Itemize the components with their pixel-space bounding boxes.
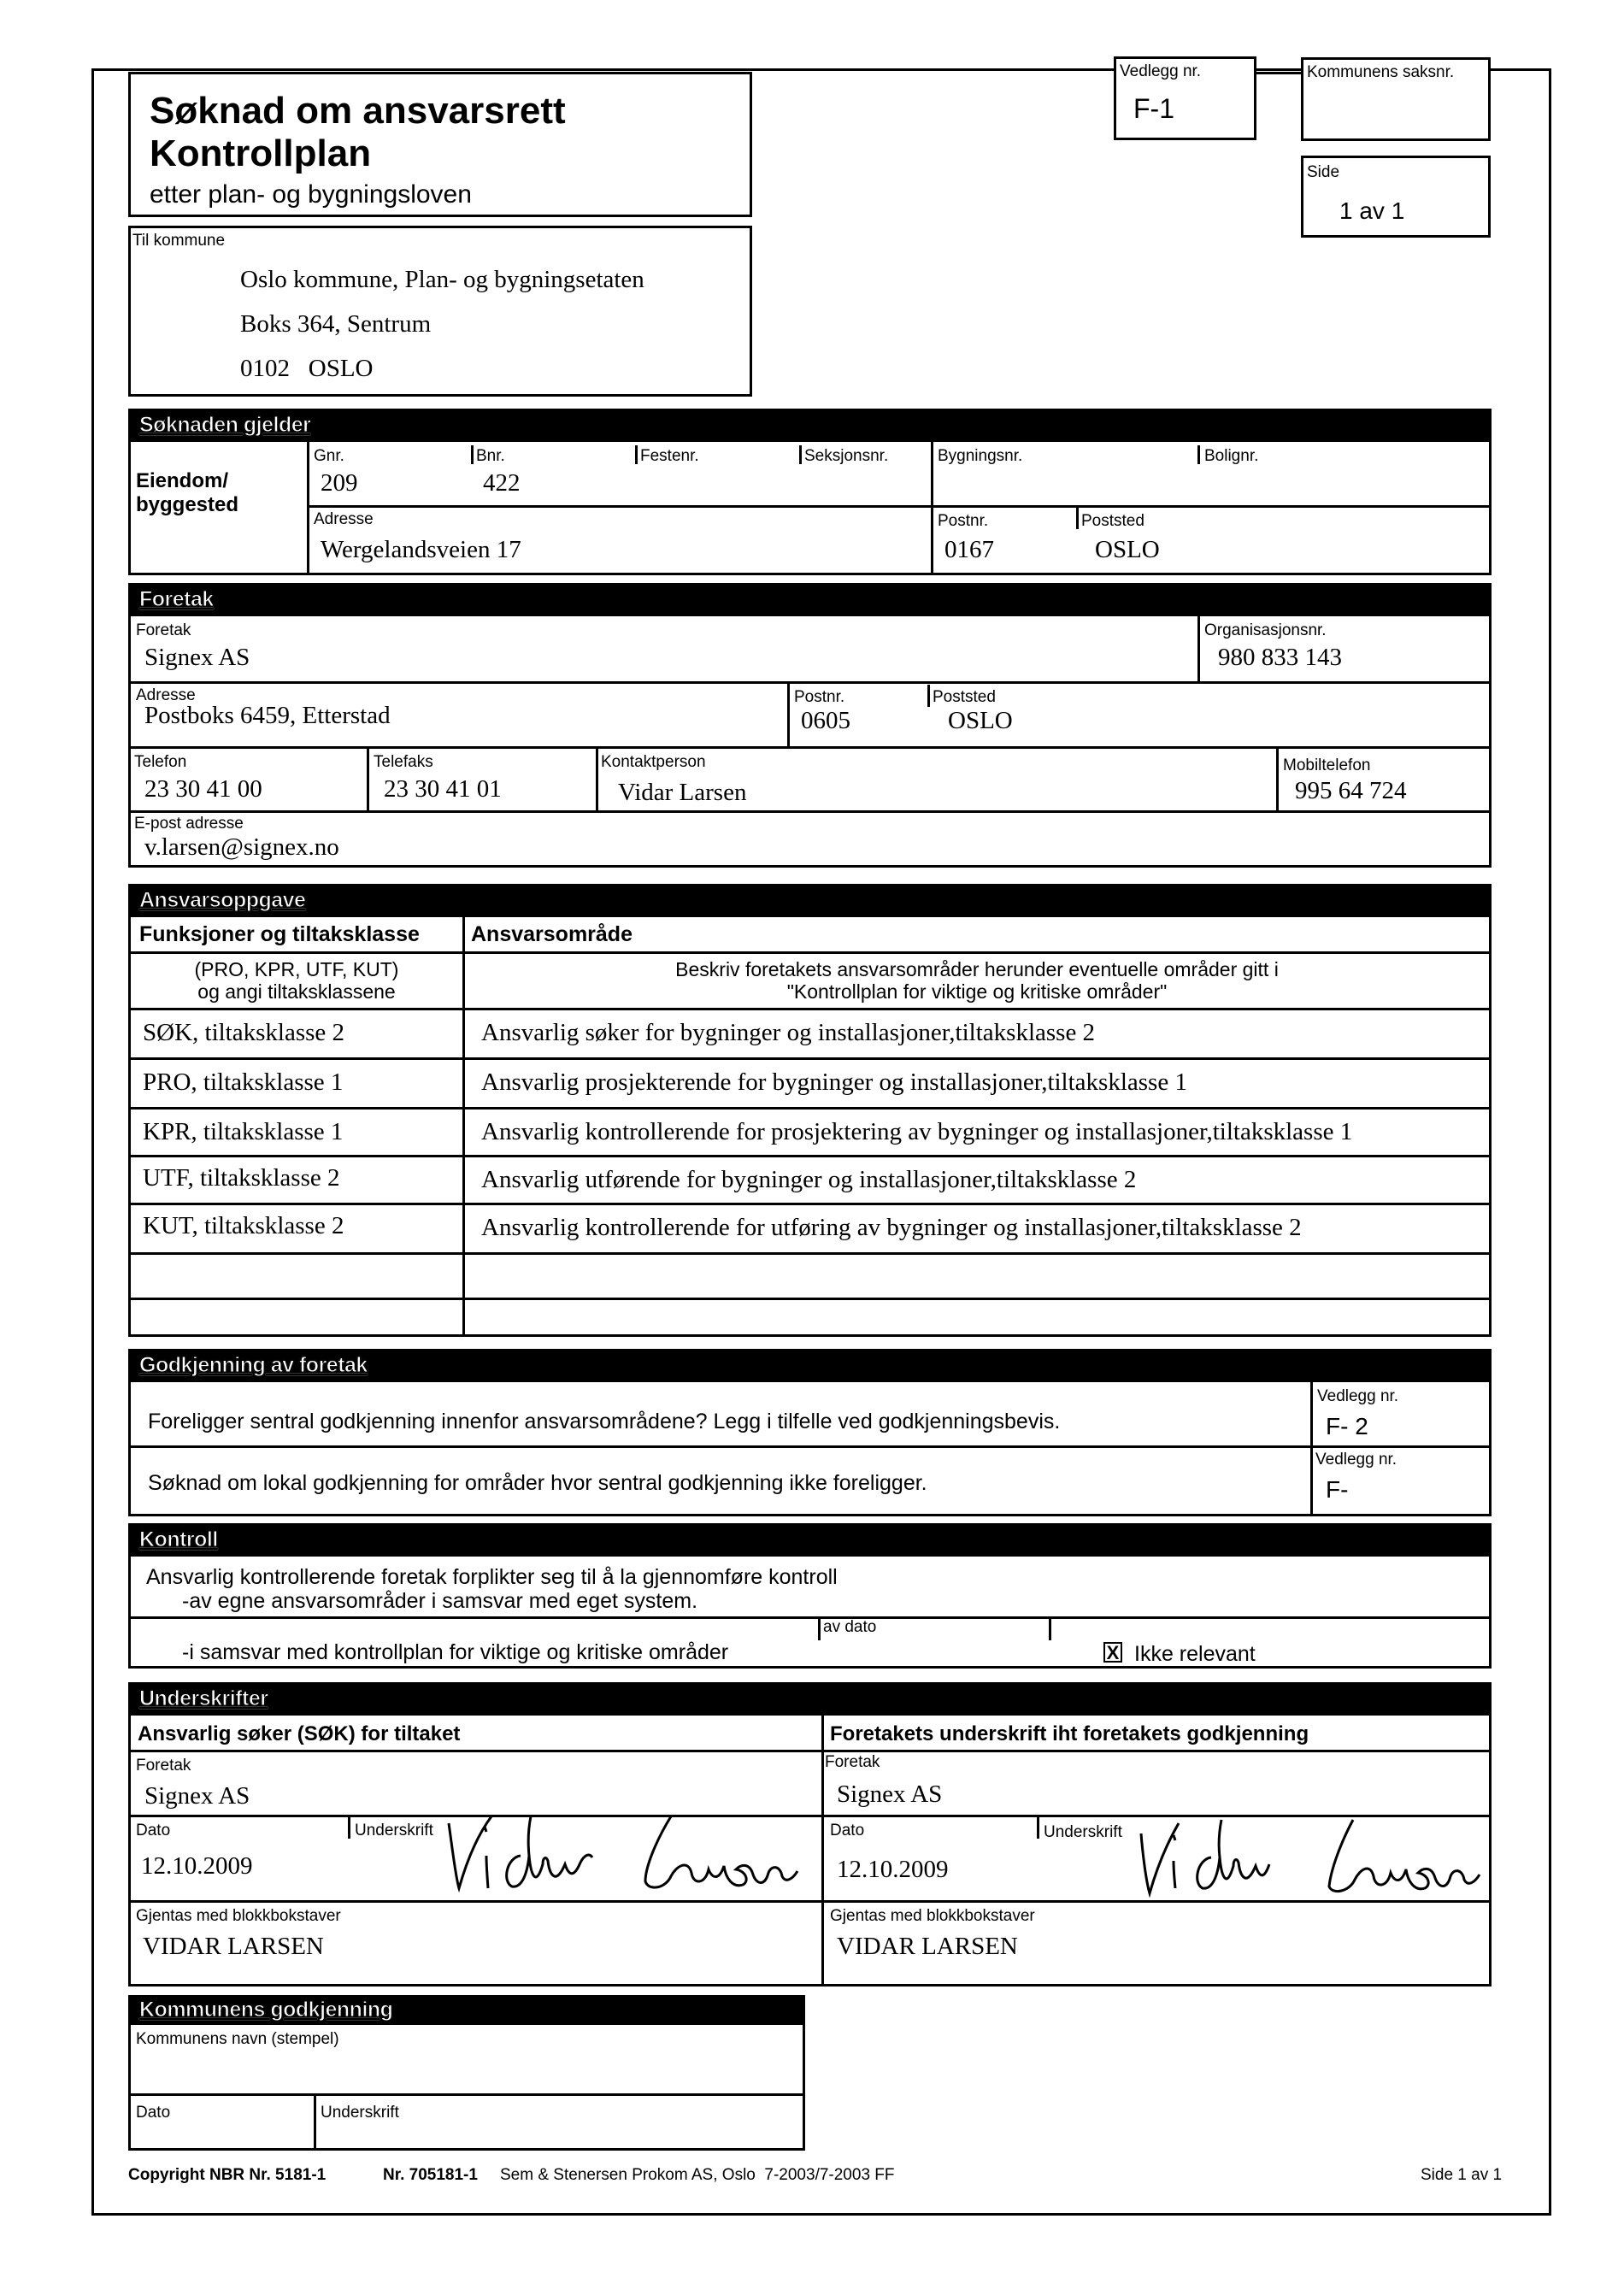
vedlegg-label: Vedlegg nr. bbox=[1315, 1451, 1397, 1469]
kommunens-godkjenning-section bbox=[128, 1995, 805, 2151]
bolignr-label: Bolignr. bbox=[1204, 447, 1259, 465]
telefaks-label: Telefaks bbox=[374, 753, 433, 771]
av-dato-label: av dato bbox=[823, 1618, 877, 1636]
postnr-label: Postnr. bbox=[938, 512, 989, 530]
dato-label: Dato bbox=[830, 1822, 865, 1839]
blokk-value[interactable]: VIDAR LARSEN bbox=[837, 1933, 1018, 1960]
funksjon-cell[interactable]: PRO, tiltaksklasse 1 bbox=[143, 1068, 344, 1096]
divider bbox=[1197, 445, 1200, 464]
orgnr-value[interactable]: 980 833 143 bbox=[1218, 644, 1342, 671]
col1-hint bbox=[131, 958, 462, 1003]
saksnr-label: Kommunens saksnr. bbox=[1307, 63, 1455, 81]
divider bbox=[1276, 746, 1279, 810]
dato-value[interactable]: 12.10.2009 bbox=[141, 1852, 253, 1880]
postnr-label: Postnr. bbox=[794, 688, 845, 706]
foretak-label: Foretak bbox=[136, 1757, 191, 1775]
funksjon-cell[interactable]: KUT, tiltaksklasse 2 bbox=[143, 1212, 344, 1239]
section-title: Underskrifter bbox=[139, 1686, 268, 1710]
signature-left bbox=[447, 1813, 815, 1898]
divider bbox=[131, 810, 1489, 813]
adresse-value[interactable]: Wergelandsveien 17 bbox=[321, 536, 521, 563]
divider bbox=[131, 1616, 1489, 1619]
gnr-label: Gnr. bbox=[314, 447, 344, 465]
col2-hint bbox=[465, 958, 1489, 1003]
omrade-cell[interactable]: Ansvarlig søker for bygninger og installasjoner,tiltaksklasse 2 bbox=[481, 1019, 1096, 1046]
column-divider bbox=[821, 1716, 824, 1984]
divider bbox=[1197, 616, 1200, 682]
telefon-value[interactable]: 23 30 41 00 bbox=[144, 775, 262, 803]
foretak-value[interactable]: Signex AS bbox=[144, 1782, 250, 1810]
frame-connector bbox=[752, 68, 1111, 71]
divider bbox=[131, 1900, 1489, 1903]
bnr-value[interactable]: 422 bbox=[483, 469, 521, 497]
bygningsnr-label: Bygningsnr. bbox=[938, 447, 1023, 465]
divider bbox=[131, 951, 1489, 954]
saksnr-box bbox=[1301, 57, 1491, 141]
divider bbox=[1037, 1815, 1039, 1839]
section-title: Ansvarsoppgave bbox=[139, 888, 306, 912]
telefon-label: Telefon bbox=[134, 753, 187, 771]
foretak-value[interactable]: Signex AS bbox=[837, 1781, 943, 1808]
kontroll-section bbox=[128, 1523, 1492, 1669]
telefaks-value[interactable]: 23 30 41 01 bbox=[384, 775, 502, 803]
divider bbox=[818, 1616, 821, 1640]
col-header-funksjoner: Funksjoner og tiltaksklasse bbox=[139, 922, 420, 946]
divider bbox=[131, 746, 1489, 749]
col2-hint-line2: "Kontrollplan for viktige og kritiske områder" bbox=[786, 980, 1168, 1003]
epost-label: E-post adresse bbox=[134, 815, 244, 833]
lokal-godkjenning-question: Søknad om lokal godkjenning for områder hvor sentral godkjenning ikke foreligger. bbox=[148, 1471, 927, 1495]
divider bbox=[348, 1815, 350, 1839]
postnr-value[interactable]: 0167 bbox=[944, 536, 994, 563]
omrade-cell[interactable]: Ansvarlig prosjekterende for bygninger og installasjoner,tiltaksklasse 1 bbox=[481, 1068, 1187, 1096]
poststed-label: Poststed bbox=[933, 688, 996, 706]
table-row bbox=[131, 1157, 1489, 1204]
footer-page: Side 1 av 1 bbox=[1421, 2166, 1503, 2184]
byggested-label: byggested bbox=[136, 493, 239, 516]
epost-value[interactable]: v.larsen@signex.no bbox=[144, 833, 339, 861]
section-header-bar bbox=[131, 886, 1489, 917]
col2-hint-line1: Beskriv foretakets ansvarsområder herunder eventuelle områder gitt i bbox=[675, 958, 1279, 980]
adresse-value[interactable]: Postboks 6459, Etterstad bbox=[144, 702, 391, 729]
adresse-label: Adresse bbox=[314, 510, 374, 528]
gnr-value[interactable]: 209 bbox=[321, 469, 358, 497]
dato-label: Dato bbox=[136, 2104, 171, 2122]
ikke-relevant-checkbox[interactable]: X bbox=[1103, 1642, 1122, 1663]
divider bbox=[927, 685, 930, 707]
kontroll-line1: Ansvarlig kontrollerende foretak forplikter seg til å la gjennomføre kontroll bbox=[146, 1565, 838, 1589]
col-header-ansvarsomrade: Ansvarsområde bbox=[471, 922, 633, 946]
section-header-bar bbox=[131, 1526, 1489, 1557]
dato-label: Dato bbox=[136, 1822, 171, 1839]
divider bbox=[799, 445, 802, 464]
godkjenning-section bbox=[128, 1349, 1492, 1516]
divider bbox=[787, 681, 790, 746]
omrade-cell[interactable]: Ansvarlig utførende for bygninger og installasjoner,tiltaksklasse 2 bbox=[481, 1166, 1137, 1193]
blokk-value[interactable]: VIDAR LARSEN bbox=[143, 1933, 324, 1960]
table-row bbox=[131, 1110, 1489, 1157]
omrade-cell[interactable]: Ansvarlig kontrollerende for prosjektering av bygninger og installasjoner,tiltaksklasse 1 bbox=[481, 1118, 1353, 1145]
footer-form-nr: Nr. 705181-1 bbox=[383, 2166, 478, 2184]
vedlegg-value-f[interactable]: F- bbox=[1326, 1476, 1349, 1503]
til-kommune-box bbox=[128, 226, 752, 397]
foretak-godkjenning-heading: Foretakets underskrift iht foretakets godkjenning bbox=[830, 1722, 1309, 1745]
seksjonsnr-label: Seksjonsnr. bbox=[804, 447, 889, 465]
page-subtitle-law: etter plan- og bygningsloven bbox=[150, 180, 472, 209]
divider bbox=[471, 445, 474, 464]
kommunens-navn-label: Kommunens navn (stempel) bbox=[136, 2030, 339, 2048]
divider bbox=[931, 442, 933, 573]
blokk-label: Gjentas med blokkbokstaver bbox=[830, 1907, 1035, 1925]
vedlegg-label: Vedlegg nr. bbox=[1317, 1387, 1399, 1405]
omrade-cell[interactable]: Ansvarlig kontrollerende for utføring av bygninger og installasjoner,tiltaksklasse 2 bbox=[481, 1214, 1302, 1241]
underskrifter-section bbox=[128, 1682, 1492, 1987]
sok-heading: Ansvarlig søker (SØK) for tiltaket bbox=[138, 1722, 461, 1745]
mobil-value[interactable]: 995 64 724 bbox=[1295, 777, 1407, 804]
divider bbox=[635, 445, 638, 464]
section-header-bar bbox=[131, 411, 1489, 442]
divider bbox=[1049, 1616, 1051, 1640]
poststed-value[interactable]: OSLO bbox=[948, 707, 1013, 734]
section-title: Kommunens godkjenning bbox=[139, 1998, 393, 2022]
divider bbox=[1310, 1382, 1313, 1514]
section-title: Godkjenning av foretak bbox=[139, 1353, 368, 1377]
section-header-bar bbox=[131, 1685, 1489, 1716]
footer-publisher: Sem & Stenersen Prokom AS, Oslo 7-2003/7-2003 FF bbox=[500, 2166, 895, 2184]
festenr-label: Festenr. bbox=[640, 447, 699, 465]
vedlegg-value[interactable]: F-1 bbox=[1133, 93, 1174, 124]
poststed-label: Poststed bbox=[1081, 512, 1144, 530]
postnr-value[interactable]: 0605 bbox=[801, 707, 850, 734]
side-box bbox=[1301, 156, 1491, 238]
kontaktperson-value[interactable]: Vidar Larsen bbox=[618, 779, 747, 806]
soknaden-gjelder-section bbox=[128, 409, 1492, 575]
vedlegg-box bbox=[1114, 56, 1256, 140]
sentral-godkjenning-question: Foreligger sentral godkjenning innenfor ansvarsområdene? Legg i tilfelle ved godkjenningsbevis. bbox=[148, 1410, 1061, 1433]
col1-hint-line1: (PRO, KPR, UTF, KUT) bbox=[194, 958, 399, 980]
funksjon-cell[interactable]: KPR, tiltaksklasse 1 bbox=[143, 1118, 344, 1145]
section-header-bar bbox=[131, 586, 1489, 616]
side-value: 1 av 1 bbox=[1339, 197, 1405, 224]
table-row bbox=[131, 1300, 1489, 1334]
kontroll-line3: -i samsvar med kontrollplan for viktige og kritiske områder bbox=[182, 1640, 729, 1664]
til-kommune-label: Til kommune bbox=[132, 232, 226, 250]
divider bbox=[131, 681, 1489, 684]
kontaktperson-label: Kontaktperson bbox=[601, 753, 706, 771]
foretak-section bbox=[128, 583, 1492, 868]
til-kommune-line3: 0102 OSLO bbox=[240, 355, 374, 382]
kontroll-line2: -av egne ansvarsområder i samsvar med eget system. bbox=[182, 1589, 698, 1613]
funksjon-cell[interactable]: SØK, tiltaksklasse 2 bbox=[143, 1019, 345, 1046]
vedlegg-label: Vedlegg nr. bbox=[1120, 62, 1202, 80]
underskrift-label: Underskrift bbox=[321, 2104, 399, 2122]
side-label: Side bbox=[1307, 163, 1340, 181]
connector-line bbox=[1256, 72, 1301, 74]
page-subtitle-kontrollplan: Kontrollplan bbox=[150, 132, 372, 174]
foretak-value[interactable]: Signex AS bbox=[144, 644, 250, 671]
ikke-relevant-label: Ikke relevant bbox=[1134, 1642, 1256, 1666]
underskrift-label: Underskrift bbox=[355, 1822, 433, 1839]
orgnr-label: Organisasjonsnr. bbox=[1204, 621, 1327, 639]
page-title: Søknad om ansvarsrett bbox=[150, 90, 566, 132]
footer-copyright: Copyright NBR Nr. 5181-1 bbox=[128, 2166, 327, 2184]
vedlegg-value-f2[interactable]: F- 2 bbox=[1326, 1413, 1368, 1439]
til-kommune-line1: Oslo kommune, Plan- og bygningsetaten bbox=[240, 266, 644, 293]
section-title: Kontroll bbox=[139, 1527, 218, 1551]
foretak-label: Foretak bbox=[825, 1753, 880, 1771]
ansvarsoppgave-section bbox=[128, 884, 1492, 1337]
blokk-label: Gjentas med blokkbokstaver bbox=[136, 1907, 341, 1925]
signature-right bbox=[1139, 1818, 1481, 1900]
divider bbox=[1076, 507, 1079, 529]
underskrift-label: Underskrift bbox=[1044, 1823, 1122, 1841]
dato-value[interactable]: 12.10.2009 bbox=[837, 1856, 949, 1883]
divider bbox=[307, 505, 1489, 508]
adresse-label: Adresse bbox=[136, 686, 196, 704]
col1-hint-line2: og angi tiltaksklassene bbox=[197, 980, 396, 1003]
divider bbox=[314, 2093, 316, 2148]
eiendom-label: Eiendom/ bbox=[136, 469, 229, 492]
divider bbox=[596, 746, 598, 810]
bnr-label: Bnr. bbox=[476, 447, 505, 465]
divider bbox=[131, 1750, 1489, 1752]
mobil-label: Mobiltelefon bbox=[1283, 756, 1371, 774]
table-row bbox=[131, 1060, 1489, 1107]
divider bbox=[131, 2093, 803, 2096]
foretak-label: Foretak bbox=[136, 621, 191, 639]
divider bbox=[131, 1445, 1489, 1448]
section-header-bar bbox=[131, 1998, 803, 2025]
til-kommune-line2: Boks 364, Sentrum bbox=[240, 310, 432, 338]
section-header-bar bbox=[131, 1351, 1489, 1382]
section-title: Søknaden gjelder bbox=[139, 413, 311, 437]
funksjon-cell[interactable]: UTF, tiltaksklasse 2 bbox=[143, 1164, 340, 1192]
table-row bbox=[131, 1010, 1489, 1057]
table-row bbox=[131, 1255, 1489, 1299]
poststed-value[interactable]: OSLO bbox=[1095, 536, 1160, 563]
table-row bbox=[131, 1205, 1489, 1252]
divider bbox=[367, 746, 369, 810]
section-title: Foretak bbox=[139, 587, 214, 611]
title-box bbox=[128, 72, 752, 217]
